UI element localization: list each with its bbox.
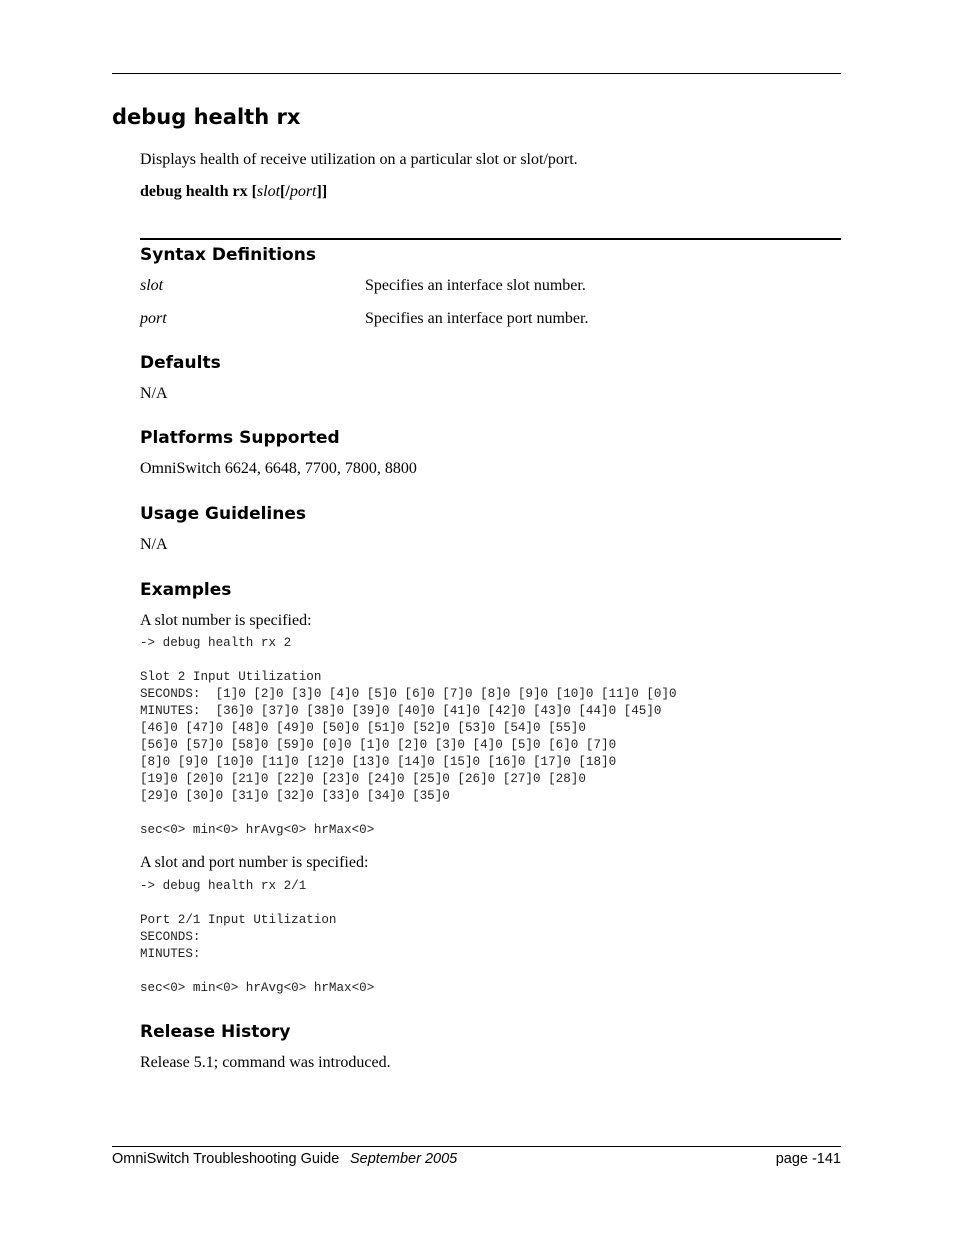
syntax-arg-slot: slot	[256, 183, 281, 200]
syntax-term-slot: slot	[140, 277, 164, 294]
example-code-port: -> debug health rx 2/1 Port 2/1 Input Utilization SECONDS: MINUTES: sec<0> min<0> hrAvg<0> hrMax<0>	[140, 879, 375, 995]
command-description: Displays health of receive utilization on a particular slot or slot/port.	[140, 151, 578, 168]
platforms-heading: Platforms Supported	[140, 428, 340, 448]
syntax-open-nested: [/	[280, 183, 290, 200]
syntax-command: debug health rx	[140, 183, 248, 200]
release-heading: Release History	[140, 1022, 291, 1042]
syntax-definition-slot: Specifies an interface slot number.	[365, 277, 586, 294]
syntax-arg-port: port	[289, 183, 317, 200]
syntax-definition-port: Specifies an interface port number.	[365, 310, 589, 327]
syntax-term-port: port	[140, 310, 167, 327]
defaults-text: N/A	[140, 385, 168, 402]
top-rule	[112, 73, 841, 74]
syntax-close: ]]	[316, 183, 328, 200]
footer-date	[350, 1151, 457, 1167]
footer-page-number: page -141	[775, 1151, 841, 1167]
footer-date-text: September 2005	[350, 1151, 458, 1167]
examples-heading: Examples	[140, 580, 232, 600]
example-code-slot: -> debug health rx 2 Slot 2 Input Utilization SECONDS: [1]0 [2]0 [3]0 [4]0 [5]0 [6]0 [7]0 [8]0 [9]0 [10]0 [11]0 [0]0 MINUTES: [36]0 [37]0 [38]0 [39]0 [40]0 [41]0 [42]0 [43]0 [44]0 [45]0 [46]0 [47]0 [48]0 [49]0 [50]0 [51]0 [52]0 [53]0 [54]0 [55]0 [56]0 [57]0 [58]0 [59]0 [0]0 [1]0 [2]0 [3]0 [4]0 [5]0 [6]0 [7]0 [8]0 [9]0 [10]0 [11]0 [12]0 [13]0 [14]0 [15]0 [16]0 [17]0 [18]0 [19]0 [20]0 [21]0 [22]0 [23]0 [24]0 [25]0 [26]0 [27]0 [28]0 [29]0 [30]0 [31]0 [32]0 [33]0 [34]0 [35]0 sec<0> min<0> hrAvg<0> hrMax<0>	[140, 636, 677, 837]
syntax-definitions-heading: Syntax Definitions	[140, 245, 316, 265]
page-title: debug health rx	[112, 105, 301, 129]
usage-heading: Usage Guidelines	[140, 504, 306, 524]
release-text: Release 5.1; command was introduced.	[140, 1054, 391, 1071]
section-rule	[140, 238, 841, 240]
example-intro-slot: A slot number is specified:	[140, 612, 312, 629]
command-syntax	[140, 183, 327, 201]
syntax-open-bracket: [	[247, 183, 257, 200]
defaults-heading: Defaults	[140, 353, 221, 373]
usage-text: N/A	[140, 536, 168, 553]
platforms-text: OmniSwitch 6624, 6648, 7700, 7800, 8800	[140, 460, 417, 477]
footer-rule	[112, 1146, 841, 1147]
example-intro-port: A slot and port number is specified:	[140, 854, 369, 871]
footer-guide-title: OmniSwitch Troubleshooting Guide	[112, 1151, 340, 1167]
